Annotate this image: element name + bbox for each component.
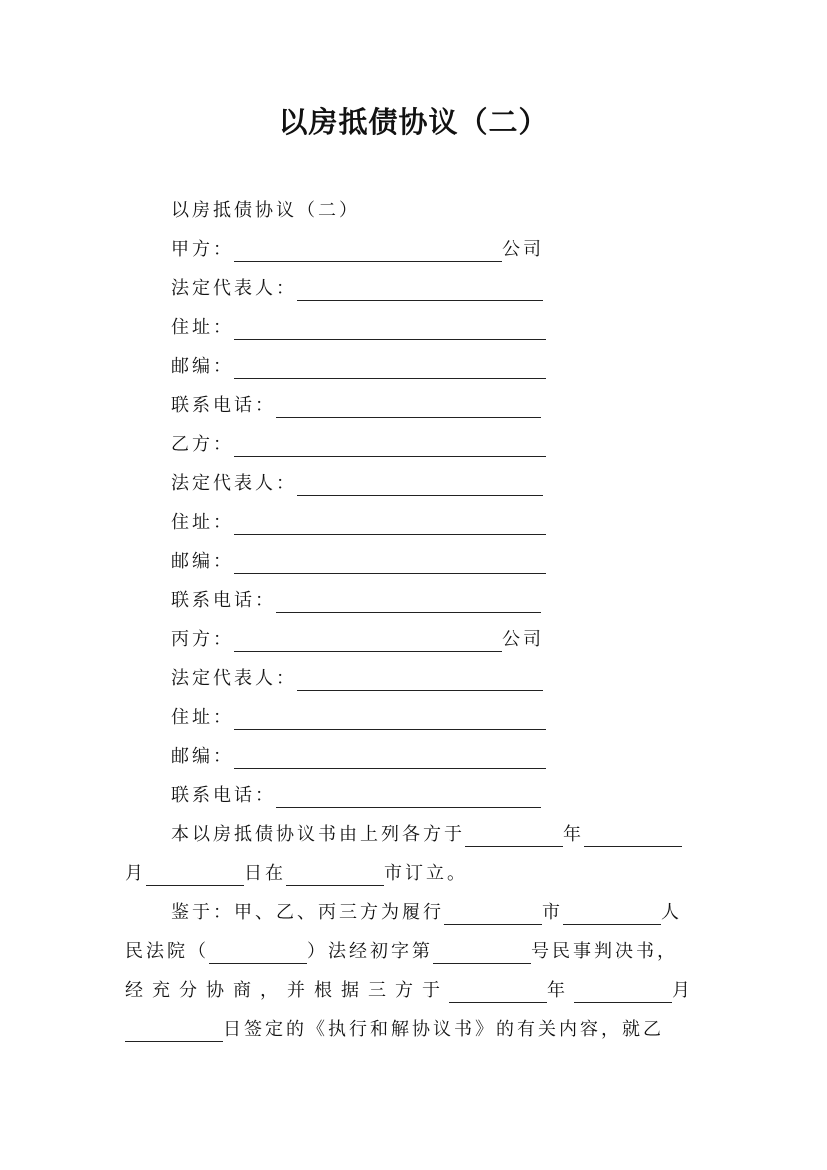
party-c-address-blank[interactable] [234, 709, 546, 730]
party-b-address-blank[interactable] [234, 514, 546, 535]
party-a-address-label: 住址： [171, 317, 234, 338]
party-c-rep-line [171, 667, 543, 691]
party-c-phone-label: 联系电话： [171, 785, 276, 806]
party-a-phone-line [171, 394, 541, 418]
para2-day-blank[interactable] [125, 1021, 223, 1042]
party-a-rep-line [171, 277, 543, 301]
party-c-blank[interactable] [234, 631, 502, 652]
party-a-address-blank[interactable] [234, 319, 546, 340]
para2-line1 [171, 901, 682, 925]
document-title: 以房抵债协议（二） [278, 105, 549, 139]
party-b-zip-label: 邮编： [171, 551, 234, 572]
party-c-suffix: 公司 [502, 629, 544, 650]
party-b-zip-line [171, 550, 546, 574]
party-b-rep-label: 法定代表人： [171, 473, 297, 494]
party-b-zip-blank[interactable] [234, 553, 546, 574]
party-a-zip-line [171, 355, 546, 379]
para2-text-5: ）法经初字第 [307, 941, 433, 962]
party-a-address-line [171, 316, 546, 340]
party-b-address-label: 住址： [171, 512, 234, 533]
party-a-zip-label: 邮编： [171, 356, 234, 377]
party-c-zip-label: 邮编： [171, 746, 234, 767]
para2-year-code-blank[interactable] [209, 943, 307, 964]
para1-text-2: 年 [563, 824, 584, 845]
para1-line2 [125, 862, 468, 886]
party-a-label: 甲方： [171, 239, 234, 260]
party-c-zip-line [171, 745, 546, 769]
party-a-suffix: 公司 [502, 239, 544, 260]
party-a-rep-blank[interactable] [297, 280, 543, 301]
document-subtitle [171, 199, 360, 223]
para2-text-10: 日签定的《执行和解协议书》的有关内容，就乙 [223, 1019, 664, 1040]
party-b-label: 乙方： [171, 434, 234, 455]
party-c-zip-blank[interactable] [234, 748, 546, 769]
para1-text-4: 日在 [244, 863, 286, 884]
party-a-phone-blank[interactable] [276, 397, 541, 418]
party-c-phone-blank[interactable] [276, 787, 541, 808]
para1-year-blank[interactable] [465, 826, 563, 847]
para2-text-6: 号民事判决书， [531, 941, 678, 962]
para1-text-3: 月 [125, 863, 146, 884]
para2-month-blank[interactable] [574, 982, 672, 1003]
para2-text-2: 市 [542, 902, 563, 923]
para1-day-blank[interactable] [146, 865, 244, 886]
para2-line2 [125, 940, 678, 964]
party-c-line [171, 628, 544, 652]
para2-text-7: 经充分协商，并根据三方于 [125, 980, 449, 1001]
para1-text-1: 本以房抵债协议书由上列各方于 [171, 824, 465, 845]
party-c-label: 丙方： [171, 629, 234, 650]
party-b-rep-blank[interactable] [297, 475, 543, 496]
subtitle-text: 以房抵债协议（二） [171, 200, 360, 221]
party-a-zip-blank[interactable] [234, 358, 546, 379]
para2-year-blank[interactable] [449, 982, 547, 1003]
para2-line4 [125, 1018, 664, 1042]
para2-case-number-blank[interactable] [433, 943, 531, 964]
para2-line3 [125, 979, 699, 1003]
party-c-address-label: 住址： [171, 707, 234, 728]
party-b-rep-line [171, 472, 543, 496]
para2-text-9: 月 [672, 980, 699, 1001]
para2-court-blank[interactable] [563, 904, 661, 925]
party-a-blank[interactable] [234, 241, 502, 262]
party-b-address-line [171, 511, 546, 535]
party-c-rep-label: 法定代表人： [171, 668, 297, 689]
para1-city-blank[interactable] [286, 865, 384, 886]
party-c-phone-line [171, 784, 541, 808]
party-b-blank[interactable] [234, 436, 546, 457]
para2-text-1: 鉴于：甲、乙、丙三方为履行 [171, 902, 444, 923]
party-c-rep-blank[interactable] [297, 670, 543, 691]
para1-month-blank[interactable] [584, 826, 682, 847]
para2-text-3: 人 [661, 902, 682, 923]
para1-line1 [171, 823, 682, 847]
party-a-rep-label: 法定代表人： [171, 278, 297, 299]
party-a-phone-label: 联系电话： [171, 395, 276, 416]
party-b-phone-blank[interactable] [276, 592, 541, 613]
party-c-address-line [171, 706, 546, 730]
para2-text-4: 民法院（ [125, 941, 209, 962]
party-b-phone-label: 联系电话： [171, 590, 276, 611]
para2-text-8: 年 [547, 980, 574, 1001]
party-b-phone-line [171, 589, 541, 613]
para1-text-5: 市订立。 [384, 863, 468, 884]
party-b-line [171, 433, 546, 457]
party-a-line [171, 238, 544, 262]
para2-city-blank[interactable] [444, 904, 542, 925]
